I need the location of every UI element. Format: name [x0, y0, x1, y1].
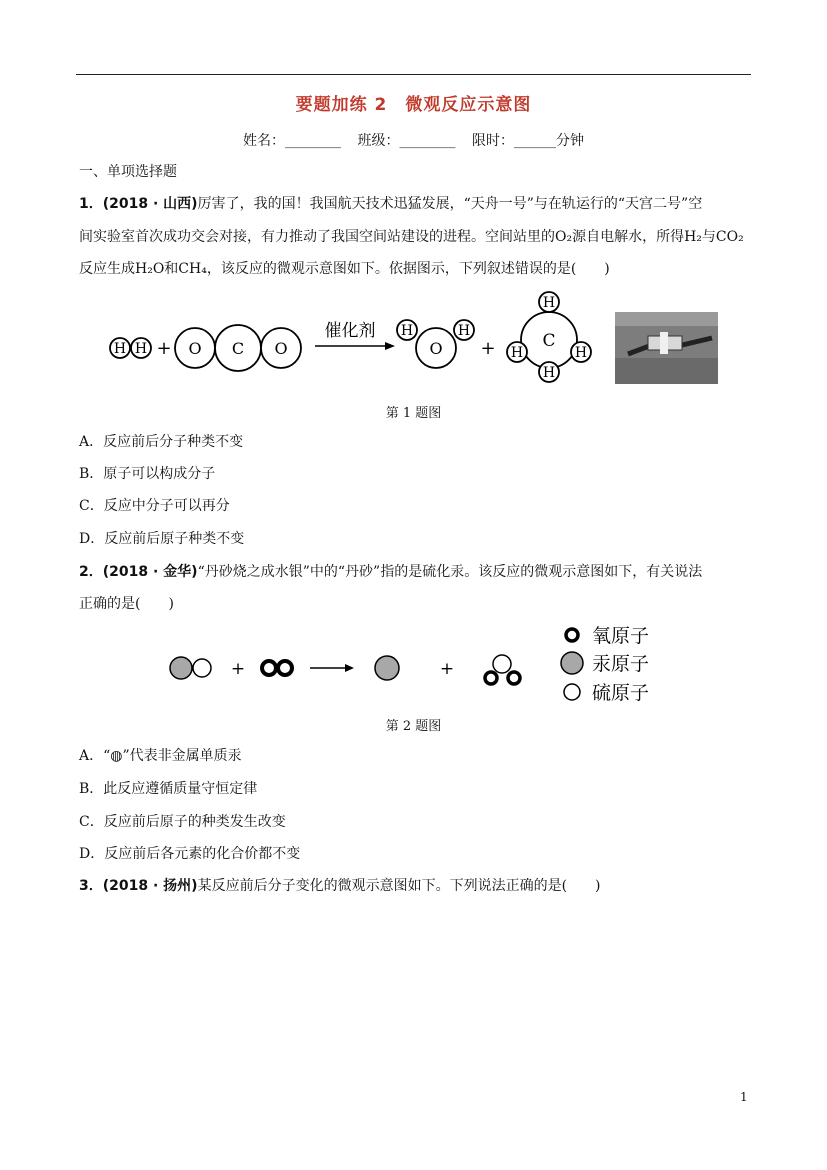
- q1-figure: [100, 288, 730, 388]
- q1-option-a[interactable]: A．反应前后分子种类不变: [79, 434, 244, 450]
- q1-caption: 第 1 题图: [385, 406, 442, 421]
- arrow-head: [385, 342, 395, 350]
- mercury-legend-label: 汞原子: [592, 653, 650, 675]
- oxygen-atom: [278, 661, 292, 675]
- q2-option-a[interactable]: A．“◍”代表非金属单质汞: [79, 748, 242, 764]
- plus-sign: +: [156, 338, 172, 359]
- h-atom-label: H: [510, 345, 524, 361]
- sulfur-legend-icon: [564, 684, 580, 700]
- h-atom-label: H: [542, 295, 556, 311]
- q2-option-d[interactable]: D．反应前后各元素的化合价都不变: [79, 846, 301, 862]
- q1-number: 1．: [79, 196, 103, 212]
- q2-text-1: “丹砂烧之成水银”中的“丹砂”指的是硫化汞。该反应的微观示意图如下，有关说法: [197, 564, 703, 580]
- mercury-atom: [375, 656, 399, 680]
- q1-option-d[interactable]: D．反应前后原子种类不变: [79, 531, 245, 547]
- oxygen-atom: [485, 672, 497, 684]
- class-field[interactable]: 班级：________: [357, 133, 456, 149]
- o-atom-label: O: [274, 339, 288, 358]
- q2-number: 2．: [79, 564, 103, 580]
- c-atom-label: C: [542, 331, 556, 351]
- student-info: [0, 130, 827, 150]
- h-atom-label: H: [400, 323, 414, 339]
- mercury-atom: [170, 657, 192, 679]
- page-title: 要题加练 2 微观反应示意图: [295, 95, 532, 115]
- q2-figure: [160, 618, 680, 708]
- sulfur-atom: [493, 655, 511, 673]
- q1-text-1: 厉害了，我的国！我国航天技术迅猛发展，“天舟一号”与在轨运行的“天宫二号”空: [197, 196, 703, 212]
- q2-text-2: 正确的是( ): [79, 596, 174, 612]
- q3-source: (2018 · 扬州): [102, 878, 198, 894]
- c-atom-label: C: [231, 339, 245, 358]
- q1-option-c[interactable]: C．反应中分子可以再分: [79, 498, 230, 514]
- q1-source: (2018 · 山西): [102, 196, 198, 212]
- q3-line1: [79, 876, 601, 896]
- q2-caption: 第 2 题图: [385, 719, 442, 734]
- mercury-legend-icon: [561, 652, 583, 674]
- q2-option-b[interactable]: B．此反应遵循质量守恒定律: [79, 781, 258, 797]
- section-heading: 一、单项选择题: [79, 164, 177, 180]
- plus-sign: +: [230, 659, 246, 679]
- oxygen-legend-icon: [566, 629, 578, 641]
- q1-option-b[interactable]: B．原子可以构成分子: [79, 466, 216, 482]
- space-station-photo: [615, 312, 718, 384]
- sulfur-atom: [193, 659, 211, 677]
- o-atom-label: O: [429, 339, 443, 358]
- q2-option-c[interactable]: C．反应前后原子的种类发生改变: [79, 814, 286, 830]
- oxygen-atom: [508, 672, 520, 684]
- q1-text-3: 反应生成H₂O和CH₄，该反应的微观示意图如下。依据图示，下列叙述错误的是( ): [79, 261, 610, 277]
- h-atom-label: H: [542, 365, 556, 381]
- h-atom-label: H: [457, 323, 471, 339]
- catalyst-label: 催化剂: [324, 321, 376, 341]
- q2-legend: [561, 625, 649, 704]
- h-atom-label: H: [134, 341, 148, 357]
- sulfur-legend-label: 硫原子: [592, 682, 650, 704]
- oxygen-legend-label: 氧原子: [592, 625, 650, 647]
- time-field[interactable]: 限时：______分钟: [471, 133, 584, 149]
- arrow-head: [345, 664, 354, 672]
- h-atom-label: H: [574, 345, 588, 361]
- q2-line1: [79, 562, 702, 582]
- plus-sign: +: [480, 338, 496, 359]
- header-rule: [76, 74, 751, 75]
- h-atom-label: H: [113, 341, 127, 357]
- oxygen-atom: [262, 661, 276, 675]
- q1-line1: [79, 194, 702, 214]
- plus-sign: +: [439, 659, 455, 679]
- name-field[interactable]: 姓名：________: [243, 133, 342, 149]
- q3-text-1: 某反应前后分子变化的微观示意图如下。下列说法正确的是( ): [197, 878, 601, 894]
- q1-text-2: 间实验室首次成功交会对接，有力推动了我国空间站建设的进程。空间站里的O₂源自电解水，所得H₂与CO₂: [79, 229, 744, 245]
- o-atom-label: O: [188, 339, 202, 358]
- q3-number: 3．: [79, 878, 103, 894]
- q2-source: (2018 · 金华): [102, 564, 198, 580]
- page-number: 1: [740, 1090, 748, 1104]
